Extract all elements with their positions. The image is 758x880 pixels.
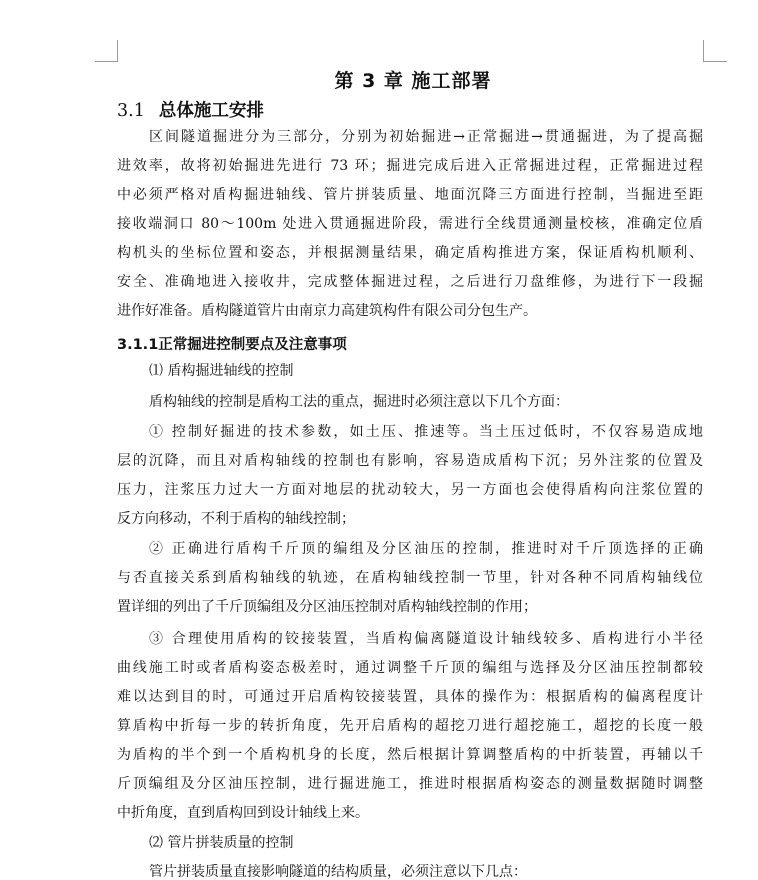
section-title: 总体施工安排: [158, 101, 264, 121]
crop-mark-top-left-vertical: [117, 40, 118, 62]
paragraph-line: 接收端洞口 80～100m 处进入贯通掘进阶段，需进行全线贯通测量校核，准确定位盾: [117, 216, 703, 232]
paragraph-line: 斤顶编组及分区油压控制，进行掘进施工，推进时根据盾构姿态的测量数据随时调整: [117, 776, 703, 792]
paragraph-line: 中必须严格对盾构掘进轴线、管片拼装质量、地面沉降三方面进行控制，当掘进至距: [117, 187, 703, 203]
paragraph-line: 曲线施工时或者盾构姿态极差时，通过调整千斤顶的编组与选择及分区油压控制都较: [117, 660, 703, 676]
paragraph-line: 区间隧道掘进分为三部分，分别为初始掘进→正常掘进→贯通掘进，为了提高掘: [149, 129, 703, 145]
crop-mark-top-left-horizontal: [95, 61, 118, 62]
paragraph-line: 为盾构的半个到一个盾构机身的长度，然后根据计算调整盾构的中折装置，再辅以千: [117, 747, 703, 763]
paragraph-line: ① 控制好掘进的技术参数，如土压、推速等。当土压过低时，不仅容易造成地: [149, 424, 703, 440]
paragraph-line: 难以达到目的时，可通过开启盾构铰接装置，具体的操作为：根据盾构的偏离程度计: [117, 689, 703, 705]
subsection-heading: [117, 333, 347, 354]
paragraph-line: ② 正确进行盾构千斤顶的编组及分区油压的控制，推进时对千斤顶选择的正确: [149, 541, 703, 557]
paragraph-line: 进效率，故将初始掘进先进行 73 环；掘进完成后进入正常掘进过程，正常掘进过程: [117, 158, 703, 174]
item-title: ⑵ 管片拼装质量的控制: [149, 835, 294, 851]
paragraph-line: 反方向移动，不利于盾构的轴线控制；: [117, 511, 355, 527]
section-heading: [117, 97, 264, 122]
paragraph-line: 置详细的列出了千斤顶编组及分区油压控制对盾构轴线控制的作用；: [117, 599, 537, 615]
paragraph-line: 安全、准确地进入接收井，完成整体掘进过程，之后进行刀盘维修，为进行下一段掘: [117, 274, 703, 290]
crop-mark-top-right-vertical: [703, 40, 704, 62]
item-intro: 盾构轴线的控制是盾构工法的重点，掘进时必须注意以下几个方面：: [149, 394, 569, 410]
chapter-title: 第 3 章 施工部署: [334, 70, 492, 92]
subsection-number: 3.1.1: [117, 337, 159, 353]
paragraph-line: 压力，注浆压力过大一方面对地层的扰动较大，另一方面也会使得盾构向注浆位置的: [117, 482, 703, 498]
paragraph-line: 进作好准备。盾构隧道管片由南京力高建筑构件有限公司分包生产。: [117, 303, 537, 319]
section-number: 3.1: [117, 101, 145, 121]
paragraph-line: 中折角度，直到盾构回到设计轴线上来。: [117, 805, 369, 821]
crop-mark-top-right-horizontal: [703, 61, 727, 62]
subsection-title: 正常掘进控制要点及注意事项: [158, 337, 347, 353]
item-intro: 管片拼装质量直接影响隧道的结构质量，必须注意以下几点：: [149, 864, 527, 880]
paragraph-line: 构机头的坐标位置和姿态，并根据测量结果，确定盾构推进方案，保证盾构机顺利、: [117, 245, 703, 261]
paragraph-line: 层的沉降，而且对盾构轴线的控制也有影响，容易造成盾构下沉；另外注浆的位置及: [117, 453, 703, 469]
paragraph-line: 算盾构中折每一步的转折角度，先开启盾构的超挖刀进行超挖施工，超挖的长度一般: [117, 718, 703, 734]
paragraph-line: 与否直接关系到盾构轴线的轨迹，在盾构轴线控制一节里，针对各种不同盾构轴线位: [117, 570, 703, 586]
paragraph-line: ③ 合理使用盾构的铰接装置，当盾构偏离隧道设计轴线较多、盾构进行小半径: [149, 631, 703, 647]
item-title: ⑴ 盾构掘进轴线的控制: [149, 363, 294, 379]
